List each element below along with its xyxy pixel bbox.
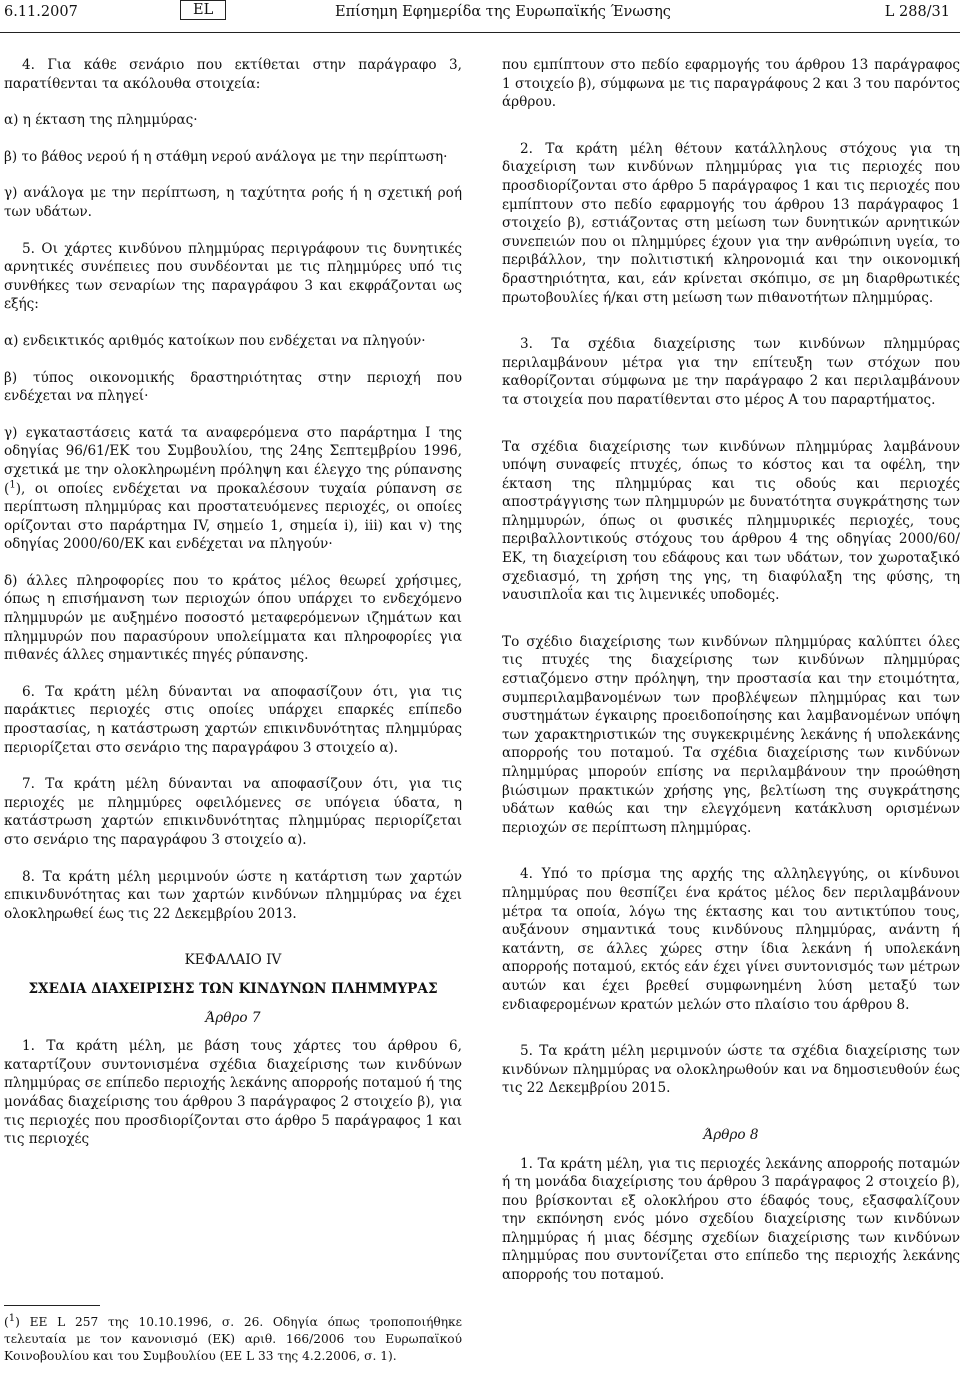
paragraph-8: 8. Τα κράτη μέλη μεριμνούν ώστε η κατάρτιση των χαρτών επικινδυνότητας και των χαρτών κινδύνων πλημμύρας να έχει ολοκληρωθεί έως τις 22 Δεκεμβρίου 2013.	[4, 868, 462, 922]
item-4c: γ) ανάλογα με την περίπτωση, η ταχύτητα ροής ή η σχετική ροή των υδάτων.	[4, 185, 462, 220]
item-5b: β) τύπος οικονομικής δραστηριότητας στην περιοχή που ενδέχεται να πληγεί·	[4, 369, 462, 405]
paragraph-6: 6. Τα κράτη μέλη δύνανται να αποφασίζουν ότι, για τις παράκτιες περιοχές στις οποίες υπάρχει επαρκές επίπεδο προστασίας, η κατάστρωση χαρτών επικινδυνότητας πλημμύρας περιορίζεται στο σενάριο της παραγράφου 3 στοιχείο α).	[4, 683, 462, 756]
article-8-paragraph-1: 1. Τα κράτη μέλη, για τις περιοχές λεκάνης απορροής ποταμών ή τη μονάδα διαχείρισης του άρθρου 3 παράγραφος 2 στοιχείο β), που βρίσκονται εξ ολοκλήρου στο έδαφός τους, εξασφαλίζουν την εκπόνηση ενός μόνο σχεδίου διαχείρισης των κινδύνων πλημμύρας ή μιας δέσμης σχεδίων διαχείρισης των κινδύνων πλημμύρας που συντονίζεται στο επίπεδο της περιοχής λεκάνης απορροής του ποταμού.	[502, 1155, 960, 1284]
journal-title: Επίσημη Εφημερίδα της Ευρωπαϊκής Ένωσης	[335, 4, 671, 20]
item-5c-text-end: ), οι οποίες ενδέχεται να προκαλέσουν τυχαία ρύπανση σε περίπτωση πλημμύρας και προστατευόμενες περιοχές, οι οποίες ορίζονται στο παράρτημα IV, σημείο 1, σημεία i), iii) και v) της οδηγίας 2000/60/ΕΚ και ενδέχεται να πληγούν·	[4, 480, 462, 553]
article-7-paragraph-2: 2. Τα κράτη μέλη θέτουν κατάλληλους στόχους για τη διαχείριση των κινδύνων πλημμύρας για τις περιοχές που προσδιορίζονται στο άρθρο 5 παράγραφος 1 και τις περιοχές που εμπίπτουν στο πεδίο εφαρμογής του άρθρου 13 παράγραφος 1 στοιχείο β), εστιάζοντας στη μείωση των δυνητικών αρνητικών συνεπειών που οι πλημμύρες έχουν για την ανθρώπινη υγεία, το περιβάλλον, την πολιτιστική κληρονομιά και την οικονομική δραστηριότητα, και, εάν κρίνεται σκόπιμο, σε μη διαρθρωτικές πρωτοβουλίες ή/και στη μείωση των πιθανοτήτων πλημμύρας.	[502, 140, 960, 306]
page-header	[0, 0, 960, 32]
header-rule	[0, 32, 960, 33]
item-5d: δ) άλλες πληροφορίες που το κράτος μέλος θεωρεί χρήσιμες, όπως η επισήμανση των περιοχών όπου υπάρχει το ενδεχόμενο πλημμυρών με αυξημένο ποσοστό μεταφερόμενων ιζημάτων και πλημμυρών που παρασύρουν υπολείμματα και πληροφορίες για πιθανές άλλες σημαντικές πηγές ρύπανσης.	[4, 572, 462, 664]
left-column	[4, 56, 462, 1159]
right-column	[502, 56, 960, 1295]
chapter-title: ΣΧΕΔΙΑ ΔΙΑΧΕΙΡΙΣΗΣ ΤΩΝ ΚΙΝΔΥΝΩΝ ΠΛΗΜΜΥΡΑΣ	[28, 980, 438, 997]
paragraph-5: 5. Οι χάρτες κινδύνου πλημμύρας περιγράφουν τις δυνητικές αρνητικές συνέπειες που συνδέονται με τις πλημμύρες υπό τις συνθήκες των σεναρίων της παραγράφου 3 και εκφράζονται ως εξής:	[4, 240, 462, 313]
article-7-paragraph-3: 3. Τα σχέδια διαχείρισης των κινδύνων πλημμύρας περιλαμβάνουν μέτρα για την επίτευξη των στόχων που καθορίζονται σύμφωνα με την παράγραφο 2 και περιλαμβάνουν τα στοιχεία που παρατίθενται στο μέρος Α του παραρτήματος.	[502, 336, 960, 408]
article-7-paragraph-3-c: Το σχέδιο διαχείρισης των κινδύνων πλημμύρας καλύπτει όλες τις πτυχές της διαχείρισης των κινδύνων πλημμύρας εστιαζόμενο στην πρόληψη, την προστασία και την ετοιμότητα, συμπεριλαμβανομένων των προβλέψεων πλημμύρας και των συστημάτων έγκαιρης προειδοποίησης και λαμβανομένων υπόψη των χαρακτηριστικών της συγκεκριμένης λεκάνης ή υπολεκάνης απορροής του ποταμού. Τα σχέδια διαχείρισης των κινδύνων πλημμύρας μπορούν επίσης να περιλαμβάνουν την προώθηση βιώσιμων πρακτικών χρήσης γης, βελτίωση της συγκράτησης υδάτων καθώς και την ελεγχόμενη κατάκλυση ορισμένων περιοχών σε περίπτωση πλημμύρας.	[502, 633, 960, 836]
footnote-number: 1	[8, 1312, 16, 1324]
header-date: 6.11.2007	[4, 4, 78, 20]
chapter-heading: ΚΕΦΑΛΑΙΟ IV	[184, 952, 282, 969]
item-4a: α) η έκταση της πλημμύρας·	[4, 112, 198, 129]
footnote: ($^1$) ΕΕ L 257 της 10.10.1996, σ. 26. Οδηγία όπως τροποποιήθηκε τελευταία με τον κανονισμό (ΕΚ) αριθ. 166/2006 του Ευρωπαϊκού Κοινοβουλίου και του Συμβουλίου (ΕΕ L 33 της 4.2.2006, σ. 1).	[4, 1312, 462, 1363]
article-8-heading: Άρθρο 8	[703, 1126, 759, 1143]
article-7-heading: Άρθρο 7	[205, 1009, 261, 1026]
footnote-reference: 1	[9, 478, 16, 490]
item-4b: β) το βάθος νερού ή η στάθμη νερού ανάλογα με την περίπτωση·	[4, 148, 448, 165]
article-7-paragraph-1: 1. Τα κράτη μέλη, με βάση τους χάρτες του άρθρου 6, καταρτίζουν συντονισμένα σχέδια διαχείρισης των κινδύνων πλημμύρας σε επίπεδο περιοχής λεκάνης απορροής ποταμού ή της μονάδας διαχείρισης του άρθρου 3 παράγραφος 2 στοιχείο β), για τις περιοχές που προσδιορίζονται στο άρθρο 5 παράγραφος 1 και τις περιοχές	[4, 1038, 462, 1148]
item-5a: α) ενδεικτικός αριθμός κατοίκων που ενδέχεται να πληγούν·	[4, 332, 426, 349]
footnote-text: ΕΕ L 257 της 10.10.1996, σ. 26. Οδηγία όπως τροποποιήθηκε τελευταία με τον κανονισμό (ΕΚ) αριθ. 166/2006 του Ευρωπαϊκού Κοινοβουλίου και του Συμβουλίου (ΕΕ L 33 της 4.2.2006, σ. 1).	[4, 1315, 462, 1363]
issue-number: L 288/31	[884, 4, 950, 20]
article-7-paragraph-3-b: Τα σχέδια διαχείρισης των κινδύνων πλημμύρας λαμβάνουν υπόψη συναφείς πτυχές, όπως το κόστος και τα οφέλη, την έκταση της πλημμύρας και τις οδούς και περιοχές αποστράγγισης των πλημμυρών με δυνατότητα συγκράτησης των πλημμυρών, όπως οι φυσικές πλημμυρικές περιοχές, τους περιβαλλοντικούς στόχους του άρθρου 4 της οδηγίας 2000/60/ΕΚ, τη διαχείριση του εδάφους και των υδάτων, τον χωροταξικό σχεδιασμό, τη χρήση της γης, τη διαφύλαξη της φύσης, τη ναυσιπλοΐα και τις λιμενικές υποδομές.	[502, 438, 960, 604]
article-7-paragraph-5: 5. Τα κράτη μέλη μεριμνούν ώστε τα σχέδια διαχείρισης των κινδύνων πλημμύρας να ολοκληρωθούν και να δημοσιευθούν έως τις 22 Δεκεμβρίου 2015.	[502, 1043, 960, 1097]
language-badge: EL	[180, 0, 226, 20]
item-5c	[4, 424, 462, 554]
paragraph-continuation: που εμπίπτουν στο πεδίο εφαρμογής του άρθρου 13 παράγραφος 1 στοιχείο β), σύμφωνα με τις παραγράφους 2 και 3 του παρόντος άρθρου.	[502, 57, 960, 111]
paragraph-7: 7. Τα κράτη μέλη δύνανται να αποφασίζουν ότι, για τις περιοχές με πλημμύρες οφειλόμενες σε υπόγεια ύδατα, η κατάστρωση χαρτών επικινδυνότητας πλημμύρας περιορίζεται στο σενάριο της παραγράφου 3 στοιχείο α).	[4, 776, 462, 848]
item-5c-text: γ) εγκαταστάσεις κατά τα αναφερόμενα στο παράρτημα I της οδηγίας 96/61/ΕΚ του Συμβουλίου, της 24ης Σεπτεμβρίου 1996, σχετικά με την ολοκληρωμένη πρόληψη και έλεγχο της ρύπανσης (	[4, 424, 462, 497]
paragraph-4: 4. Για κάθε σενάριο που εκτίθεται στην παράγραφο 3, παρατίθενται τα ακόλουθα στοιχεία:	[4, 57, 462, 92]
footnote-rule	[4, 1305, 100, 1306]
article-7-paragraph-4: 4. Υπό το πρίσμα της αρχής της αλληλεγγύης, οι κίνδυνοι πλημμύρας που θεσπίζει ένα κράτος μέλος δεν περιλαμβάνουν μέτρα τα οποία, λόγω της έκτασης και του αντικτύπου τους, αυξάνουν σημαντικά τους κινδύνους πλημμύρας, ανάντη ή κατάντη, σε άλλες χώρες στην ίδια λεκάνη ή υπολεκάνη απορροής ποταμού, εκτός εάν έχει γίνει συντονισμός των μέτρων αυτών και έχει βρεθεί συμφωνημένη λύση μεταξύ των ενδιαφερομένων κρατών μελών στο πλαίσιο του άρθρου 8.	[502, 866, 960, 1013]
